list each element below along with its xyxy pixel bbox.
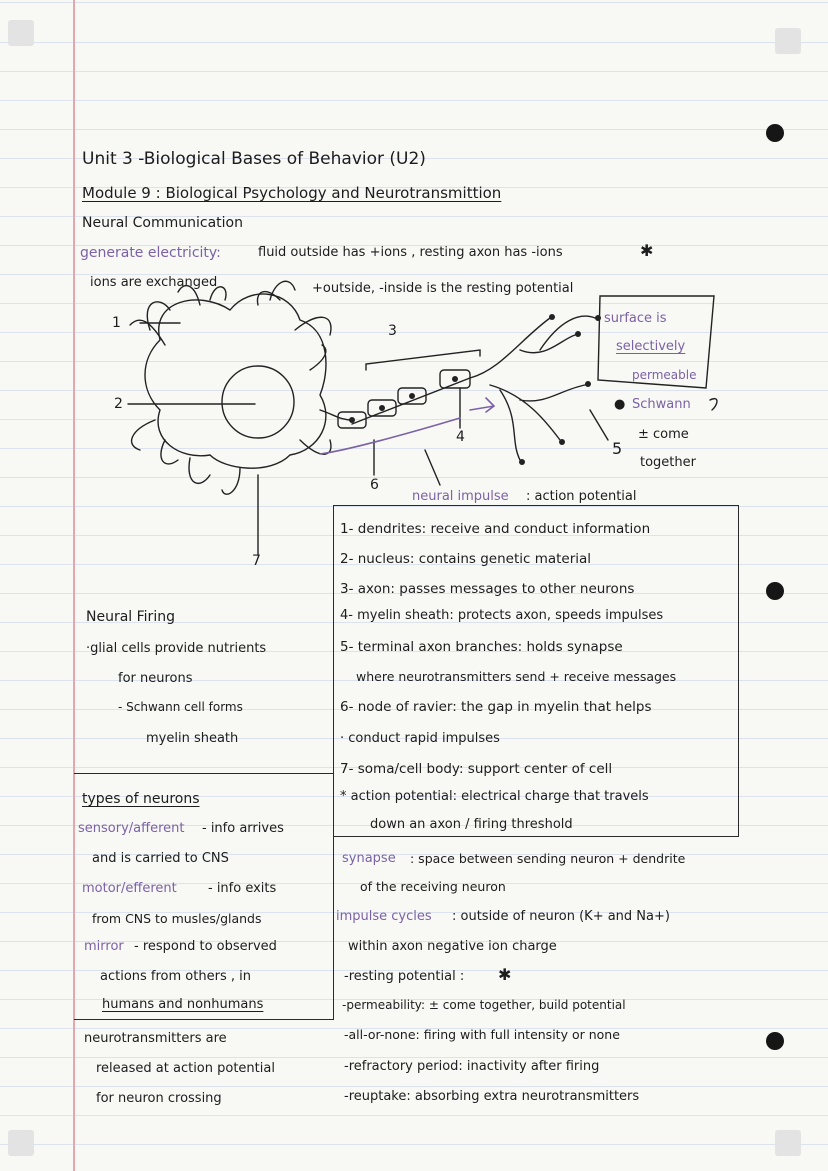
sensory-text: - info arrives	[202, 821, 284, 836]
label-5: 5	[612, 439, 623, 458]
nt-line3: for neuron crossing	[96, 1091, 222, 1106]
label-3: 3	[388, 323, 397, 339]
neural-firing-line2: for neurons	[118, 671, 193, 686]
mirror-cont2: humans and nonhumans	[102, 997, 264, 1012]
exchanged-text: ions are exchanged	[90, 275, 218, 290]
generate-text: fluid outside has +ions , resting axon has -ions	[258, 245, 563, 260]
cycles-l3: -resting potential :	[344, 969, 465, 984]
label-1: 1	[112, 315, 121, 331]
module-title: Module 9 : Biological Psychology and Neurotransmittion	[82, 184, 502, 202]
unit-title: Unit 3 -Biological Bases of Behavior (U2)	[82, 149, 426, 169]
neural-firing-line3: - Schwann cell forms	[118, 700, 243, 714]
motor-cont: from CNS to musles/glands	[92, 911, 262, 926]
schwann-label: Schwann	[632, 397, 691, 412]
cycles-l4: -permeability: ± come together, build potential	[342, 998, 626, 1012]
surface-line1: surface is	[604, 311, 667, 326]
motor-text: - info exits	[208, 881, 277, 896]
part-5-cont: where neurotransmitters send + receive messages	[356, 669, 677, 684]
sensory-cont: and is carried to CNS	[92, 851, 229, 866]
section-neural-communication: Neural Communication	[82, 215, 243, 231]
cycles-label: impulse cycles	[336, 909, 432, 924]
label-4: 4	[456, 429, 465, 445]
mirror-cont1: actions from others , in	[100, 969, 251, 984]
part-4: 4- myelin sheath: protects axon, speeds impulses	[340, 608, 664, 623]
impulse-text: : action potential	[526, 489, 637, 504]
synapse-cont: of the receiving neuron	[360, 879, 506, 894]
part-3: 3- axon: passes messages to other neurons	[340, 581, 635, 597]
mirror-text: - respond to observed	[134, 939, 277, 954]
synapse-text: : space between sending neuron + dendrite	[410, 851, 686, 866]
part-5: 5- terminal axon branches: holds synapse	[340, 639, 623, 655]
generate-label: generate electricity:	[80, 245, 221, 261]
label-7: 7	[252, 553, 261, 569]
part-6-cont: · conduct rapid impulses	[340, 731, 500, 746]
surface-line3: permeable	[632, 368, 697, 382]
synapse-label: synapse	[342, 851, 396, 866]
neural-firing-line1: ·glial cells provide nutrients	[86, 641, 267, 656]
part-6: 6- node of ravier: the gap in myelin that helps	[340, 699, 652, 715]
types-heading: types of neurons	[82, 791, 200, 807]
surface-line2: selectively	[616, 339, 686, 354]
asterisk-icon: ✱	[498, 965, 512, 984]
label-6: 6	[370, 477, 379, 493]
together-label: together	[640, 455, 696, 470]
action-potential-cont: down an axon / firing threshold	[370, 817, 573, 832]
cycles-l2: within axon negative ion charge	[348, 939, 557, 954]
mirror-label: mirror	[84, 939, 124, 954]
motor-label: motor/efferent	[82, 881, 177, 896]
label-2: 2	[114, 396, 123, 412]
outside-text: +outside, -inside is the resting potential	[312, 281, 574, 296]
part-7: 7- soma/cell body: support center of cell	[340, 761, 613, 777]
asterisk-icon: ✱	[640, 241, 654, 260]
cycles-text: : outside of neuron (K+ and Na+)	[452, 909, 670, 924]
come-label: ± come	[638, 427, 689, 442]
cycles-l5: -all-or-none: firing with full intensity or none	[344, 1027, 620, 1042]
sensory-label: sensory/afferent	[78, 821, 185, 836]
cycles-l7: -reuptake: absorbing extra neurotransmitters	[344, 1089, 640, 1104]
neural-firing-heading: Neural Firing	[86, 609, 175, 625]
part-2: 2- nucleus: contains genetic material	[340, 551, 592, 567]
neural-firing-line4: myelin sheath	[146, 731, 239, 746]
impulse-label: neural impulse	[412, 489, 509, 504]
nt-line1: neurotransmitters are	[84, 1031, 227, 1046]
bullet-icon: ●	[614, 397, 626, 412]
nt-line2: released at action potential	[96, 1061, 275, 1076]
action-potential: * action potential: electrical charge that travels	[340, 789, 649, 804]
cycles-l6: -refractory period: inactivity after firing	[344, 1059, 600, 1074]
part-1: 1- dendrites: receive and conduct information	[340, 521, 651, 537]
